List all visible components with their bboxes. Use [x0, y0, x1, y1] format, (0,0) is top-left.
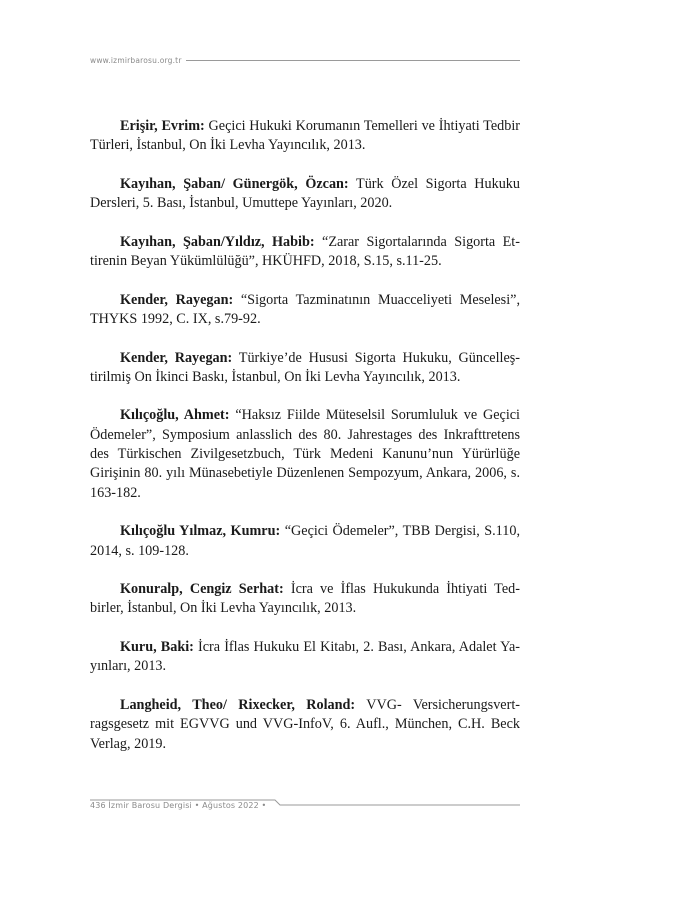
entry-author: Kayıhan, Şaban/Yıldız, Habib:	[120, 233, 315, 250]
header-rule	[186, 60, 520, 61]
bibliography-entry	[90, 406, 520, 502]
entry-text: İcra İflas Hukuku El Kitabı, 2. Bası, Ankara, Adalet Yayınları, 2013.	[90, 639, 520, 675]
running-footer	[90, 797, 520, 817]
header-url: www.izmirbarosu.org.tr	[90, 55, 182, 65]
bibliography-entry	[90, 233, 520, 272]
bibliography-entry	[90, 349, 520, 388]
entry-text: Geçici Hukuki Korumanın Temelleri ve İhtiyati Tedbir Türleri, İstanbul, On İki Levha Yayıncılık, 2013.	[90, 118, 520, 154]
entry-author: Kılıçoğlu Yılmaz, Kumru:	[120, 523, 281, 540]
entry-author: Kılıçoğlu, Ahmet:	[120, 407, 230, 424]
entry-author: Langheid, Theo/ Rixecker, Roland:	[120, 696, 356, 713]
entry-author: Kender, Rayegan:	[120, 291, 234, 308]
entry-text: İcra ve İflas Hukukunda İhtiyati Tedbirler, İstanbul, On İki Levha Yayıncılık, 2013.	[90, 581, 520, 617]
entry-text: “Geçici Ödemeler”, TBB Dergisi, S.110, 2014, s. 109-128.	[90, 523, 520, 559]
entry-text: “Haksız Fiilde Müteselsil Sorumluluk ve Geçici Ödemeler”, Symposium anlasslich des 80. Jahrestages des Inkrafttretens des Türkischen Zivilgesetzbuch, Türk Medeni Kanunu’nun Yürürlüğe Girişinin 80. yılı Münasebetiyle Düzenlenen Sempozyum, Ankara, 2006, s. 163-182.	[90, 407, 520, 501]
bibliography-entry	[90, 696, 520, 754]
bibliography-entry	[90, 175, 520, 214]
entry-text: “Sigorta Tazminatının Muacceliyeti Meselesi”, THYKS 1992, C. IX, s.79-92.	[90, 291, 520, 327]
entry-author: Konuralp, Cengiz Serhat:	[120, 581, 284, 598]
entry-author: Kayıhan, Şaban/ Günergök, Özcan:	[120, 175, 349, 192]
bibliography-entry	[90, 580, 520, 619]
entry-text: Türk Özel Sigorta Hukuku Dersleri, 5. Bası, İstanbul, Umuttepe Yayınları, 2020.	[90, 175, 520, 212]
entry-author: Kuru, Baki:	[120, 639, 194, 656]
footer-page-info: 436 İzmir Barosu Dergisi • Ağustos 2022 •	[90, 801, 267, 810]
bibliography-entry	[90, 638, 520, 677]
entry-text: “Zarar Sigortalarında Sigorta Ettirenin Beyan Yükümlülüğü”, HKÜHFD, 2018, S.15, s.11-25.	[90, 233, 520, 270]
entry-text: VVG- Versicherungsvertragsgesetz mit EGVVG und VVG-InfoV, 6. Aufl., München, C.H. Beck Verlag, 2019.	[90, 696, 520, 752]
running-header	[90, 54, 520, 66]
bibliography-entry	[90, 522, 520, 561]
entry-author: Kender, Rayegan:	[120, 349, 233, 366]
entry-text: Türkiye’de Hususi Sigorta Hukuku, Güncelleştirilmiş On İkinci Baskı, İstanbul, On İki Levha Yayıncılık, 2013.	[90, 349, 521, 385]
bibliography-list	[90, 117, 520, 773]
entry-author: Erişir, Evrim:	[120, 118, 205, 134]
bibliography-entry	[90, 291, 520, 330]
bibliography-entry	[90, 117, 520, 156]
